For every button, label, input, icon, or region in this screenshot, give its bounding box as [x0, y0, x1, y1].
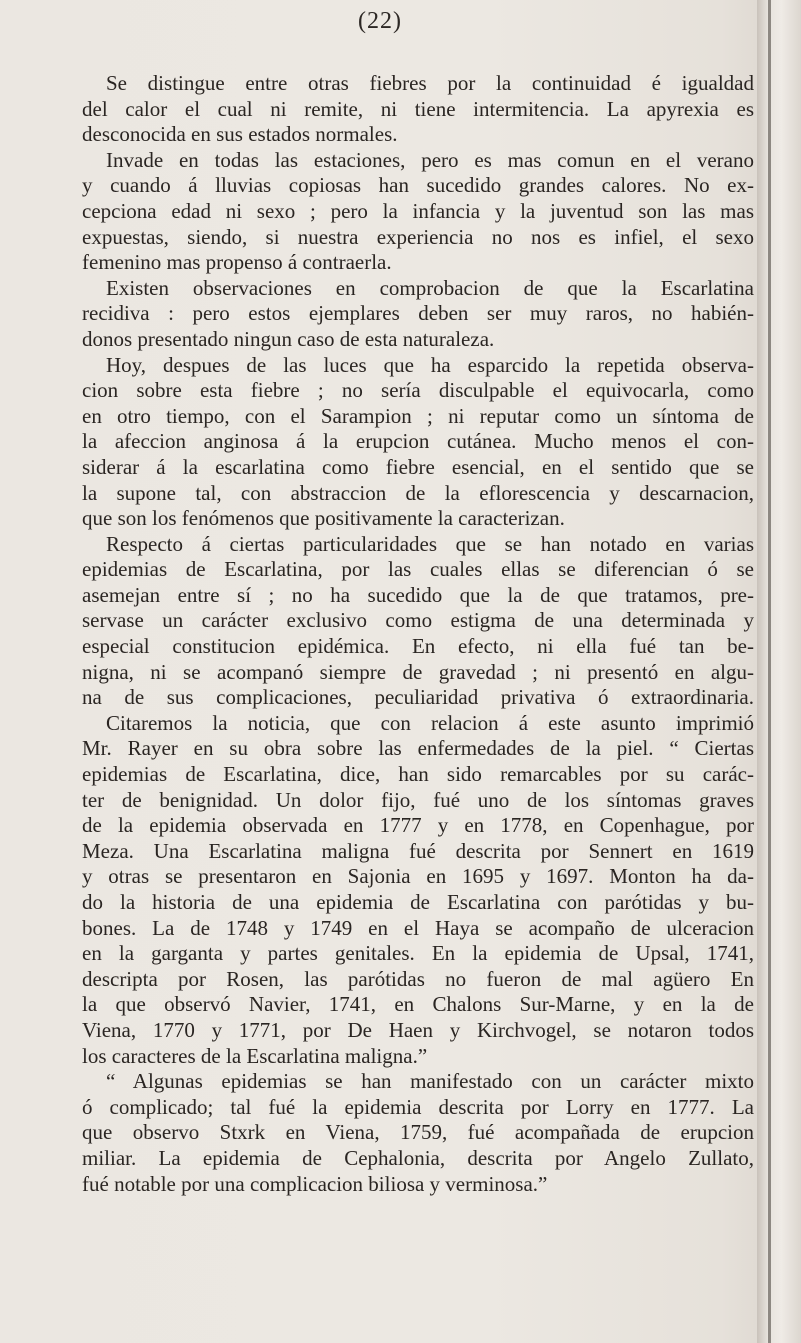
text-line: epidemias de Escarlatina, dice, han sido remarcables por su carác-	[82, 762, 754, 787]
body-text	[82, 71, 754, 1197]
text-line: Invade en todas las estaciones, pero es mas comun en el verano	[106, 147, 754, 172]
text-line: especial constitucion epidémica. En efecto, ni ella fué tan be-	[82, 634, 754, 659]
text-line: ter de benignidad. Un dolor fijo, fué uno de los síntomas graves	[82, 787, 754, 812]
text-line: de la epidemia observada en 1777 y en 1778, en Copenhague, por	[82, 813, 754, 838]
text-line: cion sobre esta fiebre ; no sería disculpable el equivocarla, como	[82, 378, 754, 403]
text-line: cepciona edad ni sexo ; pero la infancia y la juventud son las mas	[82, 198, 754, 223]
text-line: “ Algunas epidemias se han manifestado con un carácter mixto	[106, 1069, 754, 1094]
text-line: recidiva : pero estos ejemplares deben ser muy raros, no habién-	[82, 301, 754, 326]
text-line: Citaremos la noticia, que con relacion á este asunto imprimió	[106, 710, 754, 735]
text-line: desconocida en sus estados normales.	[82, 122, 398, 147]
text-line: miliar. La epidemia de Cephalonia, descrita por Angelo Zullato,	[82, 1145, 754, 1170]
text-line: expuestas, siendo, si nuestra experiencia no nos es infiel, el sexo	[82, 224, 754, 249]
text-line: los caracteres de la Escarlatina maligna.”	[82, 1043, 428, 1068]
text-line: que son los fenómenos que positivamente la caracterizan.	[82, 506, 565, 531]
text-line: bones. La de 1748 y 1749 en el Haya se acompaño de ulceracion	[82, 915, 754, 940]
text-line: la afeccion anginosa á la erupcion cutánea. Mucho menos el con-	[82, 429, 754, 454]
text-line: y cuando á lluvias copiosas han sucedido grandes calores. No ex-	[82, 173, 754, 198]
text-line: en otro tiempo, con el Sarampion ; ni reputar como un síntoma de	[82, 403, 754, 428]
text-line: Respecto á ciertas particularidades que se han notado en varias	[106, 531, 754, 556]
binding-gutter	[757, 0, 801, 1343]
text-line: Existen observaciones en comprobacion de que la Escarlatina	[106, 275, 754, 300]
text-line: fué notable por una complicacion biliosa y verminosa.”	[82, 1171, 548, 1196]
text-line: na de sus complicaciones, peculiaridad privativa ó extraordinaria.	[82, 685, 754, 710]
text-line: en la garganta y partes genitales. En la epidemia de Upsal, 1741,	[82, 941, 754, 966]
text-line: Meza. Una Escarlatina maligna fué descrita por Sennert en 1619	[82, 838, 754, 863]
text-line: que observo Stxrk en Viena, 1759, fué acompañada de erupcion	[82, 1120, 754, 1145]
text-line: y otras se presentaron en Sajonia en 1695 y 1697. Monton ha da-	[82, 864, 754, 889]
text-line: ó complicado; tal fué la epidemia descrita por Lorry en 1777. La	[82, 1094, 754, 1119]
binding-edge	[768, 0, 771, 1343]
text-line: asemejan entre sí ; no ha sucedido que la de que tratamos, pre-	[82, 582, 754, 607]
text-line: nigna, ni se acompanó siempre de gravedad ; ni presentó en algu-	[82, 659, 754, 684]
text-line: donos presentado ningun caso de esta naturaleza.	[82, 326, 495, 351]
text-line: servase un carácter exclusivo como estigma de una determinada y	[82, 608, 754, 633]
text-line: femenino mas propenso á contraerla.	[82, 250, 392, 275]
text-line: epidemias de Escarlatina, por las cuales ellas se diferencian ó se	[82, 557, 754, 582]
text-line: Mr. Rayer en su obra sobre las enfermedades de la piel. “ Ciertas	[82, 736, 754, 761]
text-line: Viena, 1770 y 1771, por De Haen y Kirchvogel, se notaron todos	[82, 1017, 754, 1042]
text-line: del calor el cual ni remite, ni tiene intermitencia. La apyrexia es	[82, 96, 754, 121]
text-line: la que observó Navier, 1741, en Chalons Sur-Marne, y en la de	[82, 992, 754, 1017]
page-number: (22)	[358, 8, 402, 34]
text-line: siderar á la escarlatina como fiebre esencial, en el sentido que se	[82, 454, 754, 479]
text-line: Se distingue entre otras fiebres por la continuidad é igualdad	[106, 71, 754, 95]
text-line: do la historia de una epidemia de Escarlatina con parótidas y bu-	[82, 890, 754, 914]
text-line: Hoy, despues de las luces que ha esparcido la repetida observa-	[106, 352, 754, 377]
text-line: descripta por Rosen, las parótidas no fueron de mal agüero En	[82, 966, 754, 991]
text-line: la supone tal, con abstraccion de la eflorescencia y descarnacion,	[82, 480, 754, 505]
